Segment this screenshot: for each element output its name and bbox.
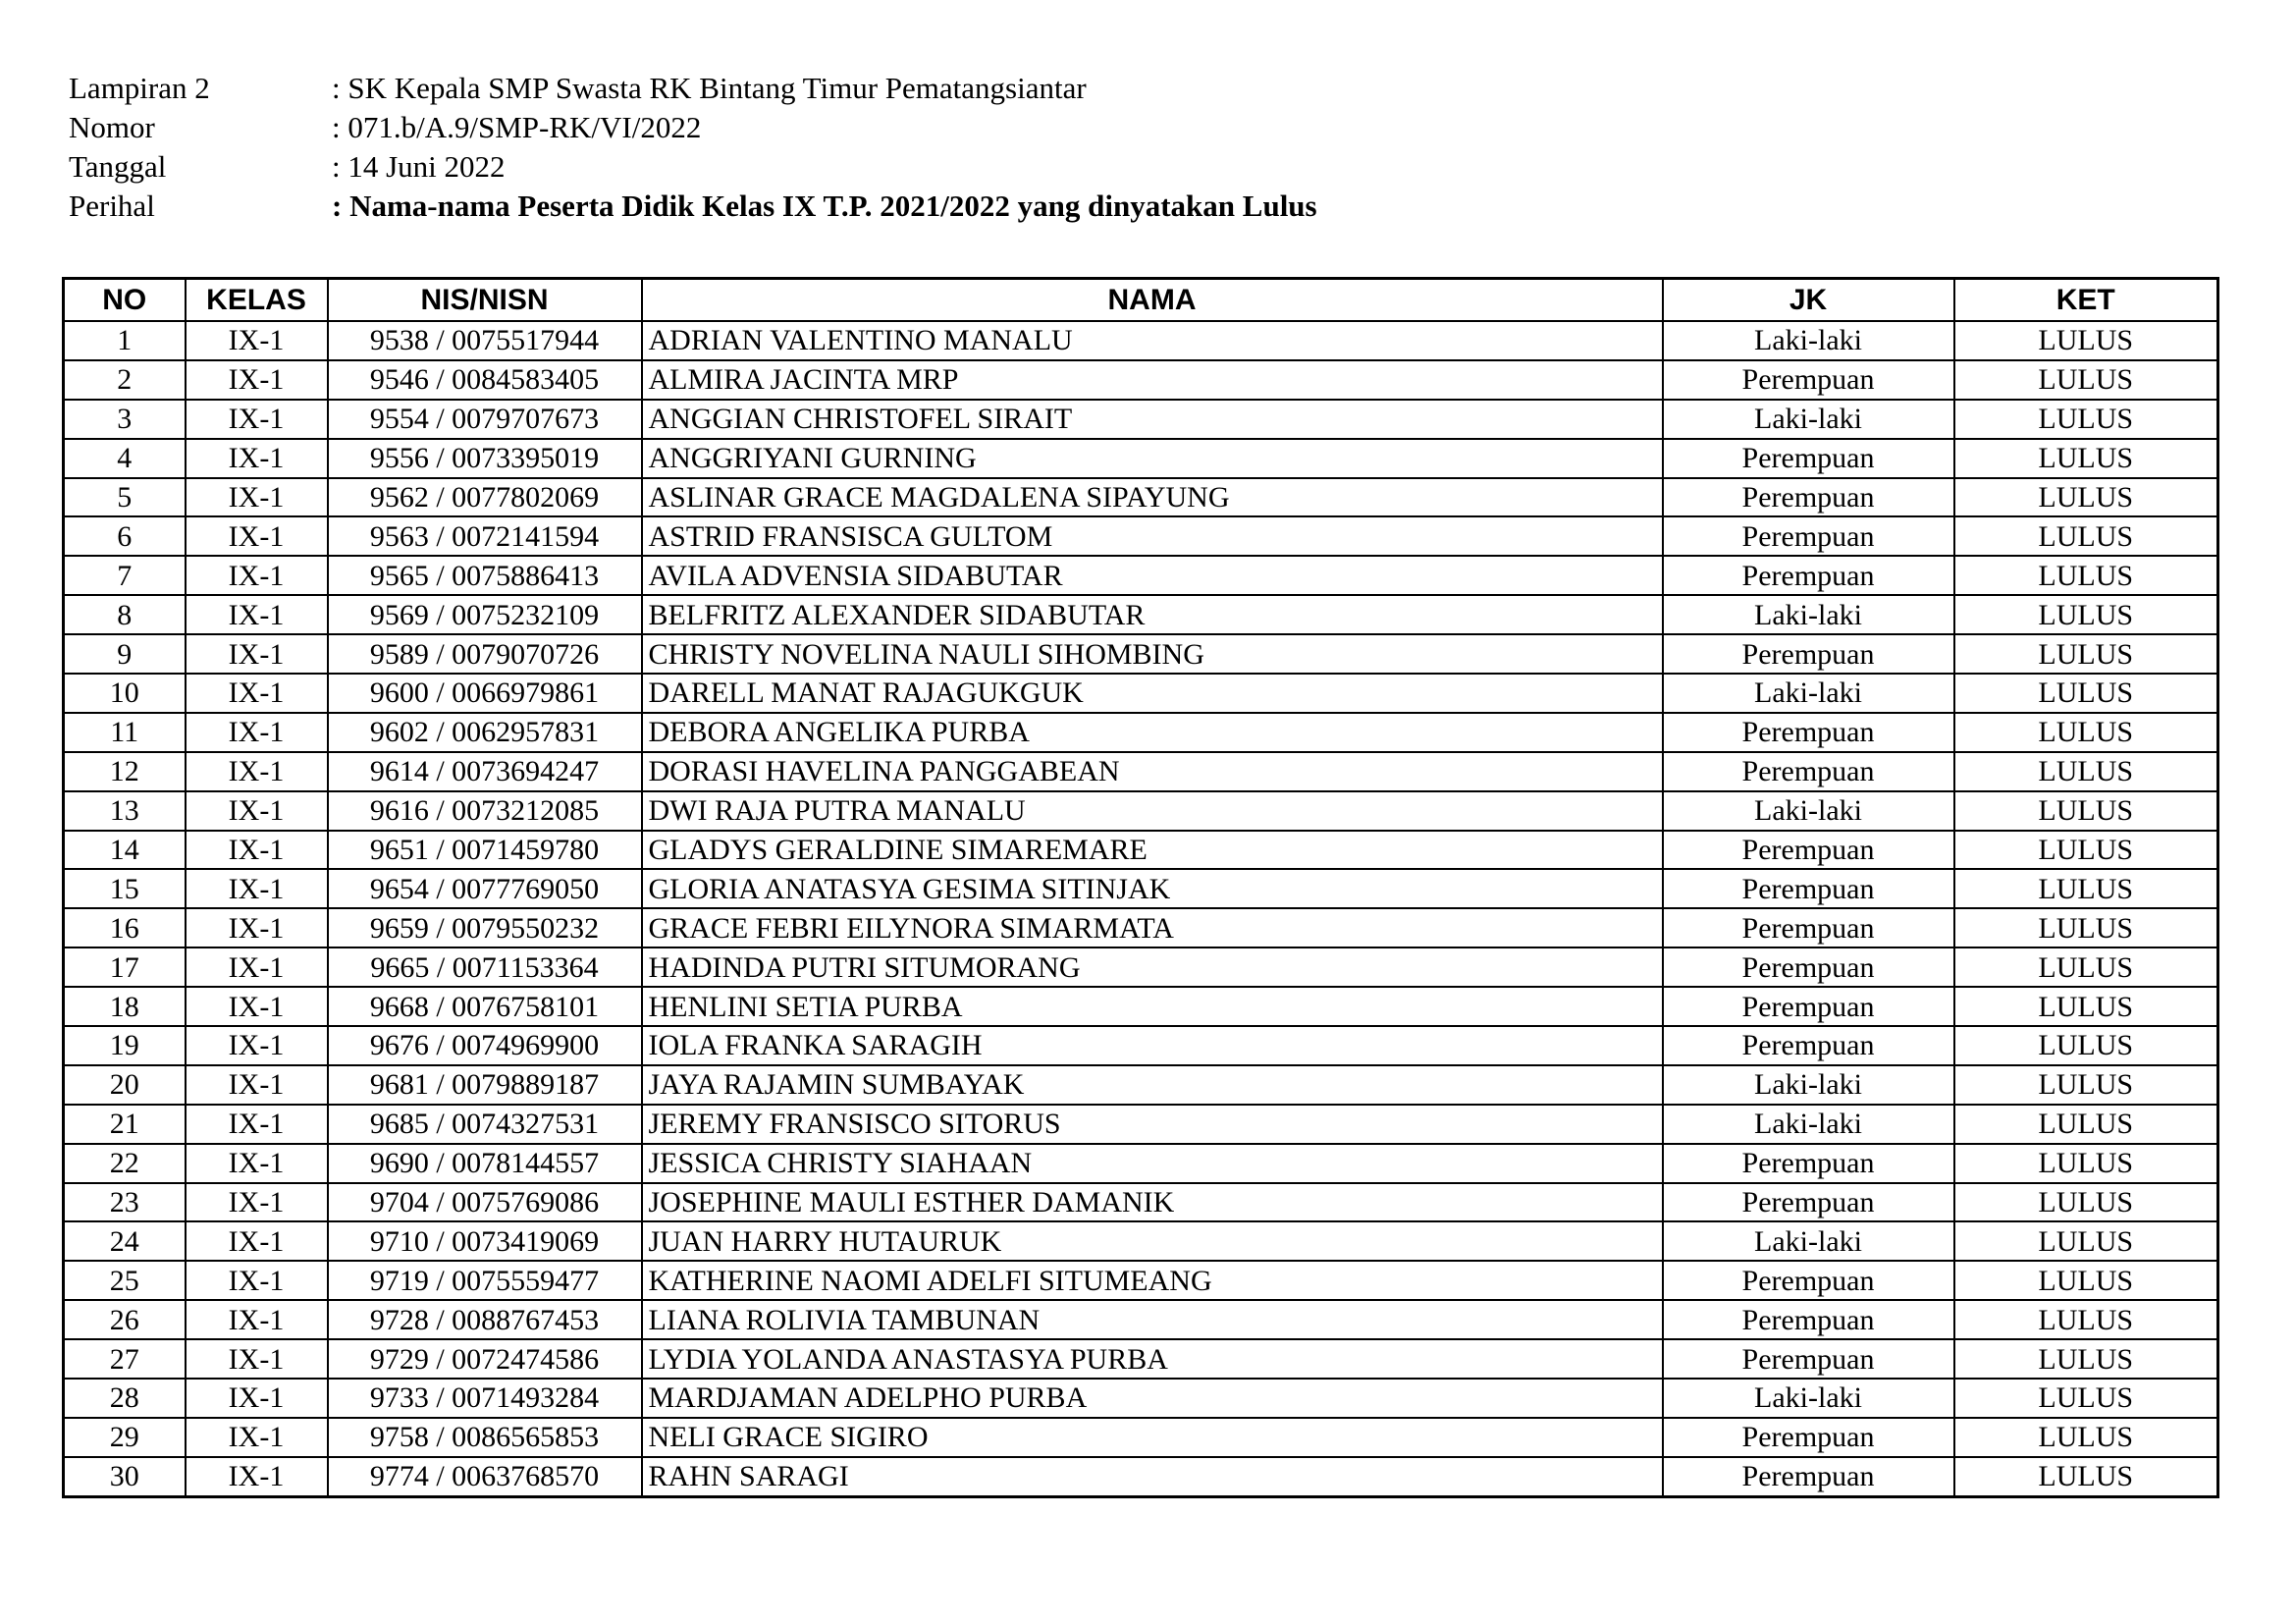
cell-nis-nisn: 9665 / 0071153364 <box>328 947 642 987</box>
cell-kelas: IX-1 <box>186 556 328 595</box>
cell-nis-nisn: 9614 / 0073694247 <box>328 752 642 791</box>
cell-no: 19 <box>64 1026 186 1065</box>
cell-jk: Laki-laki <box>1663 321 1954 360</box>
cell-ket: LULUS <box>1954 556 2218 595</box>
cell-jk: Perempuan <box>1663 947 1954 987</box>
cell-kelas: IX-1 <box>186 1457 328 1496</box>
cell-jk: Laki-laki <box>1663 1379 1954 1418</box>
cell-nama: ASTRID FRANSISCA GULTOM <box>642 516 1663 556</box>
cell-nis-nisn: 9654 / 0077769050 <box>328 869 642 908</box>
cell-jk: Perempuan <box>1663 634 1954 674</box>
cell-ket: LULUS <box>1954 360 2218 400</box>
cell-jk: Laki-laki <box>1663 400 1954 439</box>
table-row <box>64 516 2218 556</box>
table-row <box>64 321 2218 360</box>
cell-no: 11 <box>64 713 186 752</box>
cell-nama: BELFRITZ ALEXANDER SIDABUTAR <box>642 595 1663 634</box>
table-row <box>64 1144 2218 1183</box>
table-row <box>64 1300 2218 1339</box>
table-row <box>64 439 2218 478</box>
table-row <box>64 713 2218 752</box>
cell-nama: JUAN HARRY HUTAURUK <box>642 1221 1663 1261</box>
cell-nis-nisn: 9651 / 0071459780 <box>328 831 642 870</box>
cell-ket: LULUS <box>1954 831 2218 870</box>
cell-no: 26 <box>64 1300 186 1339</box>
cell-jk: Laki-laki <box>1663 1221 1954 1261</box>
table-row <box>64 1026 2218 1065</box>
cell-kelas: IX-1 <box>186 1418 328 1457</box>
cell-nama: ADRIAN VALENTINO MANALU <box>642 321 1663 360</box>
cell-jk: Perempuan <box>1663 439 1954 478</box>
cell-nama: CHRISTY NOVELINA NAULI SIHOMBING <box>642 634 1663 674</box>
cell-no: 9 <box>64 634 186 674</box>
header-value: : 14 Juni 2022 <box>332 149 506 184</box>
cell-kelas: IX-1 <box>186 478 328 517</box>
table-row <box>64 478 2218 517</box>
cell-nama: GLORIA ANATASYA GESIMA SITINJAK <box>642 869 1663 908</box>
table-row <box>64 400 2218 439</box>
header-label: Tanggal <box>69 149 167 184</box>
cell-kelas: IX-1 <box>186 1105 328 1144</box>
cell-jk: Perempuan <box>1663 1026 1954 1065</box>
cell-kelas: IX-1 <box>186 1065 328 1105</box>
cell-jk: Perempuan <box>1663 831 1954 870</box>
cell-nama: MARDJAMAN ADELPHO PURBA <box>642 1379 1663 1418</box>
cell-jk: Perempuan <box>1663 1300 1954 1339</box>
cell-ket: LULUS <box>1954 1457 2218 1496</box>
cell-no: 25 <box>64 1261 186 1300</box>
header-value: : SK Kepala SMP Swasta RK Bintang Timur Pematangsiantar <box>332 71 1087 105</box>
cell-nis-nisn: 9729 / 0072474586 <box>328 1339 642 1379</box>
cell-jk: Perempuan <box>1663 713 1954 752</box>
cell-ket: LULUS <box>1954 439 2218 478</box>
cell-nama: JAYA RAJAMIN SUMBAYAK <box>642 1065 1663 1105</box>
cell-jk: Perempuan <box>1663 908 1954 947</box>
column-header-nis-nisn: NIS/NISN <box>328 279 642 322</box>
cell-jk: Perempuan <box>1663 1339 1954 1379</box>
cell-no: 17 <box>64 947 186 987</box>
cell-nis-nisn: 9616 / 0073212085 <box>328 791 642 831</box>
cell-no: 13 <box>64 791 186 831</box>
cell-nama: ANGGRIYANI GURNING <box>642 439 1663 478</box>
cell-ket: LULUS <box>1954 634 2218 674</box>
cell-nama: GLADYS GERALDINE SIMAREMARE <box>642 831 1663 870</box>
cell-ket: LULUS <box>1954 713 2218 752</box>
cell-kelas: IX-1 <box>186 831 328 870</box>
table-row <box>64 1221 2218 1261</box>
cell-kelas: IX-1 <box>186 1183 328 1222</box>
cell-jk: Perempuan <box>1663 752 1954 791</box>
cell-jk: Perempuan <box>1663 1457 1954 1496</box>
cell-ket: LULUS <box>1954 1418 2218 1457</box>
cell-nama: AVILA ADVENSIA SIDABUTAR <box>642 556 1663 595</box>
cell-nis-nisn: 9659 / 0079550232 <box>328 908 642 947</box>
cell-nama: JESSICA CHRISTY SIAHAAN <box>642 1144 1663 1183</box>
cell-nama: DEBORA ANGELIKA PURBA <box>642 713 1663 752</box>
cell-nama: LIANA ROLIVIA TAMBUNAN <box>642 1300 1663 1339</box>
cell-kelas: IX-1 <box>186 1026 328 1065</box>
cell-nis-nisn: 9589 / 0079070726 <box>328 634 642 674</box>
cell-ket: LULUS <box>1954 987 2218 1026</box>
header-value: : 071.b/A.9/SMP-RK/VI/2022 <box>332 110 702 144</box>
cell-kelas: IX-1 <box>186 987 328 1026</box>
cell-no: 14 <box>64 831 186 870</box>
cell-no: 7 <box>64 556 186 595</box>
cell-ket: LULUS <box>1954 674 2218 713</box>
header-value: : Nama-nama Peserta Didik Kelas IX T.P. 2021/2022 yang dinyatakan Lulus <box>332 189 1317 223</box>
cell-jk: Laki-laki <box>1663 791 1954 831</box>
cell-jk: Laki-laki <box>1663 1065 1954 1105</box>
cell-kelas: IX-1 <box>186 713 328 752</box>
cell-kelas: IX-1 <box>186 400 328 439</box>
cell-no: 28 <box>64 1379 186 1418</box>
cell-kelas: IX-1 <box>186 439 328 478</box>
table-row <box>64 1457 2218 1496</box>
cell-nis-nisn: 9668 / 0076758101 <box>328 987 642 1026</box>
table-row <box>64 1105 2218 1144</box>
header-label: Nomor <box>69 110 155 144</box>
cell-ket: LULUS <box>1954 869 2218 908</box>
table-row <box>64 1418 2218 1457</box>
cell-no: 4 <box>64 439 186 478</box>
cell-jk: Laki-laki <box>1663 595 1954 634</box>
cell-nis-nisn: 9538 / 0075517944 <box>328 321 642 360</box>
table-row <box>64 634 2218 674</box>
cell-no: 15 <box>64 869 186 908</box>
column-header-kelas: KELAS <box>186 279 328 322</box>
table-row <box>64 595 2218 634</box>
cell-nis-nisn: 9690 / 0078144557 <box>328 1144 642 1183</box>
cell-nama: DWI RAJA PUTRA MANALU <box>642 791 1663 831</box>
cell-jk: Perempuan <box>1663 556 1954 595</box>
column-header-ket: KET <box>1954 279 2218 322</box>
cell-no: 22 <box>64 1144 186 1183</box>
table-row <box>64 674 2218 713</box>
table-row <box>64 1261 2218 1300</box>
cell-nis-nisn: 9563 / 0072141594 <box>328 516 642 556</box>
cell-no: 5 <box>64 478 186 517</box>
cell-nama: HADINDA PUTRI SITUMORANG <box>642 947 1663 987</box>
cell-nama: KATHERINE NAOMI ADELFI SITUMEANG <box>642 1261 1663 1300</box>
cell-kelas: IX-1 <box>186 869 328 908</box>
cell-no: 23 <box>64 1183 186 1222</box>
cell-nis-nisn: 9554 / 0079707673 <box>328 400 642 439</box>
table-row <box>64 1183 2218 1222</box>
cell-no: 10 <box>64 674 186 713</box>
cell-ket: LULUS <box>1954 595 2218 634</box>
cell-nis-nisn: 9685 / 0074327531 <box>328 1105 642 1144</box>
cell-nama: DORASI HAVELINA PANGGABEAN <box>642 752 1663 791</box>
cell-no: 12 <box>64 752 186 791</box>
cell-ket: LULUS <box>1954 752 2218 791</box>
cell-no: 29 <box>64 1418 186 1457</box>
cell-ket: LULUS <box>1954 1379 2218 1418</box>
cell-no: 18 <box>64 987 186 1026</box>
cell-kelas: IX-1 <box>186 634 328 674</box>
cell-nama: RAHN SARAGI <box>642 1457 1663 1496</box>
cell-ket: LULUS <box>1954 1026 2218 1065</box>
cell-no: 21 <box>64 1105 186 1144</box>
cell-no: 24 <box>64 1221 186 1261</box>
cell-jk: Perempuan <box>1663 516 1954 556</box>
cell-ket: LULUS <box>1954 321 2218 360</box>
cell-nama: ANGGIAN CHRISTOFEL SIRAIT <box>642 400 1663 439</box>
header-label: Perihal <box>69 189 155 223</box>
cell-kelas: IX-1 <box>186 674 328 713</box>
cell-nama: HENLINI SETIA PURBA <box>642 987 1663 1026</box>
cell-kelas: IX-1 <box>186 1300 328 1339</box>
cell-jk: Laki-laki <box>1663 1105 1954 1144</box>
cell-jk: Laki-laki <box>1663 674 1954 713</box>
table-row <box>64 831 2218 870</box>
cell-nis-nisn: 9681 / 0079889187 <box>328 1065 642 1105</box>
cell-ket: LULUS <box>1954 908 2218 947</box>
cell-ket: LULUS <box>1954 400 2218 439</box>
table-row <box>64 1339 2218 1379</box>
cell-nama: GRACE FEBRI EILYNORA SIMARMATA <box>642 908 1663 947</box>
table-row <box>64 791 2218 831</box>
cell-nis-nisn: 9676 / 0074969900 <box>328 1026 642 1065</box>
cell-kelas: IX-1 <box>186 360 328 400</box>
table-row <box>64 869 2218 908</box>
cell-jk: Perempuan <box>1663 987 1954 1026</box>
cell-kelas: IX-1 <box>186 908 328 947</box>
cell-ket: LULUS <box>1954 1221 2218 1261</box>
cell-kelas: IX-1 <box>186 516 328 556</box>
cell-ket: LULUS <box>1954 1105 2218 1144</box>
cell-kelas: IX-1 <box>186 595 328 634</box>
table-row <box>64 947 2218 987</box>
column-header-jk: JK <box>1663 279 1954 322</box>
cell-nis-nisn: 9569 / 0075232109 <box>328 595 642 634</box>
cell-nis-nisn: 9710 / 0073419069 <box>328 1221 642 1261</box>
cell-kelas: IX-1 <box>186 1261 328 1300</box>
table-row <box>64 1065 2218 1105</box>
table-row <box>64 987 2218 1026</box>
cell-nis-nisn: 9704 / 0075769086 <box>328 1183 642 1222</box>
cell-kelas: IX-1 <box>186 1379 328 1418</box>
column-header-no: NO <box>64 279 186 322</box>
cell-no: 6 <box>64 516 186 556</box>
cell-kelas: IX-1 <box>186 1144 328 1183</box>
cell-no: 2 <box>64 360 186 400</box>
cell-no: 1 <box>64 321 186 360</box>
cell-no: 27 <box>64 1339 186 1379</box>
cell-no: 16 <box>64 908 186 947</box>
cell-jk: Perempuan <box>1663 478 1954 517</box>
cell-nis-nisn: 9562 / 0077802069 <box>328 478 642 517</box>
table-row <box>64 360 2218 400</box>
cell-ket: LULUS <box>1954 1065 2218 1105</box>
table-row <box>64 556 2218 595</box>
cell-nis-nisn: 9556 / 0073395019 <box>328 439 642 478</box>
cell-ket: LULUS <box>1954 478 2218 517</box>
cell-no: 8 <box>64 595 186 634</box>
cell-kelas: IX-1 <box>186 947 328 987</box>
cell-nis-nisn: 9728 / 0088767453 <box>328 1300 642 1339</box>
cell-ket: LULUS <box>1954 1261 2218 1300</box>
cell-no: 20 <box>64 1065 186 1105</box>
cell-ket: LULUS <box>1954 1183 2218 1222</box>
cell-jk: Perempuan <box>1663 1144 1954 1183</box>
cell-nis-nisn: 9565 / 0075886413 <box>328 556 642 595</box>
cell-nis-nisn: 9758 / 0086565853 <box>328 1418 642 1457</box>
cell-nama: JEREMY FRANSISCO SITORUS <box>642 1105 1663 1144</box>
cell-jk: Perempuan <box>1663 1261 1954 1300</box>
cell-nis-nisn: 9719 / 0075559477 <box>328 1261 642 1300</box>
table-header-row <box>64 279 2218 322</box>
cell-nis-nisn: 9733 / 0071493284 <box>328 1379 642 1418</box>
cell-jk: Perempuan <box>1663 1418 1954 1457</box>
cell-kelas: IX-1 <box>186 1339 328 1379</box>
cell-no: 3 <box>64 400 186 439</box>
header-label: Lampiran 2 <box>69 71 210 105</box>
cell-ket: LULUS <box>1954 516 2218 556</box>
cell-nama: LYDIA YOLANDA ANASTASYA PURBA <box>642 1339 1663 1379</box>
cell-nis-nisn: 9774 / 0063768570 <box>328 1457 642 1496</box>
cell-ket: LULUS <box>1954 1339 2218 1379</box>
cell-kelas: IX-1 <box>186 752 328 791</box>
cell-kelas: IX-1 <box>186 791 328 831</box>
cell-nama: IOLA FRANKA SARAGIH <box>642 1026 1663 1065</box>
cell-ket: LULUS <box>1954 947 2218 987</box>
cell-nama: ALMIRA JACINTA MRP <box>642 360 1663 400</box>
cell-nama: DARELL MANAT RAJAGUKGUK <box>642 674 1663 713</box>
cell-jk: Perempuan <box>1663 360 1954 400</box>
table-row <box>64 908 2218 947</box>
cell-jk: Perempuan <box>1663 869 1954 908</box>
cell-nis-nisn: 9602 / 0062957831 <box>328 713 642 752</box>
graduates-table <box>62 277 2219 1498</box>
cell-nama: NELI GRACE SIGIRO <box>642 1418 1663 1457</box>
cell-nama: JOSEPHINE MAULI ESTHER DAMANIK <box>642 1183 1663 1222</box>
cell-nis-nisn: 9600 / 0066979861 <box>328 674 642 713</box>
cell-ket: LULUS <box>1954 1144 2218 1183</box>
table-row <box>64 752 2218 791</box>
table-row <box>64 1379 2218 1418</box>
cell-kelas: IX-1 <box>186 321 328 360</box>
cell-nama: ASLINAR GRACE MAGDALENA SIPAYUNG <box>642 478 1663 517</box>
column-header-nama: NAMA <box>642 279 1663 322</box>
table-body <box>64 321 2218 1496</box>
cell-kelas: IX-1 <box>186 1221 328 1261</box>
cell-ket: LULUS <box>1954 1300 2218 1339</box>
cell-ket: LULUS <box>1954 791 2218 831</box>
cell-no: 30 <box>64 1457 186 1496</box>
cell-nis-nisn: 9546 / 0084583405 <box>328 360 642 400</box>
cell-jk: Perempuan <box>1663 1183 1954 1222</box>
